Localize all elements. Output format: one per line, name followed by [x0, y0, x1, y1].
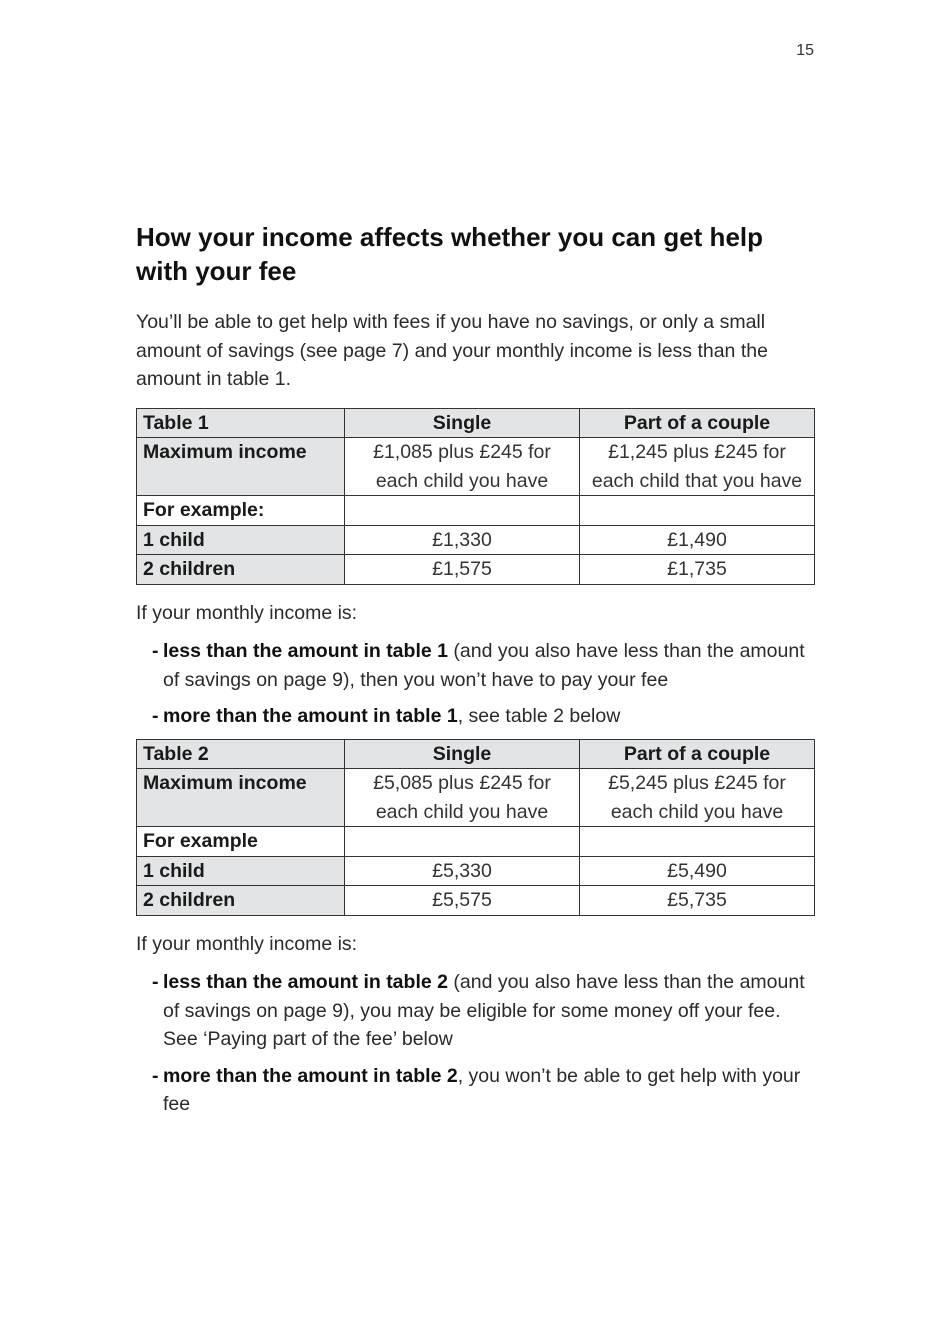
bullet-list-2 — [136, 968, 816, 1119]
bullet-text: , you won’t be able to get help with your fee — [163, 1064, 801, 1115]
cell-couple — [580, 496, 815, 526]
cell-single: £1,330 — [345, 525, 580, 555]
table-title: Table 1 — [137, 408, 345, 438]
bullet-text: (and you also have less than the amount of savings on page 9), you may be eligible for some money off your fee. See ‘Paying part of the fee’ below — [163, 971, 805, 1050]
bullet-bold-text: less than the amount in table 1 — [163, 640, 448, 662]
cell-single: £5,575 — [345, 886, 580, 916]
table-row — [137, 555, 815, 585]
intro-paragraph: You’ll be able to get help with fees if you have no savings, or only a small amount of savings (see page 7) and your monthly income is less than the amount in table 1. — [136, 311, 768, 390]
cell-single: £1,575 — [345, 555, 580, 585]
main-content — [136, 220, 816, 1127]
row-label: Maximum income — [137, 438, 345, 496]
list-item — [152, 1062, 816, 1119]
list-item — [152, 637, 816, 694]
column-header-single: Single — [345, 408, 580, 438]
cell-single: £5,330 — [345, 856, 580, 886]
bullet-bold-text: less than the amount in table 2 — [163, 971, 448, 993]
bullet-text: (and you also have less than the amount of savings on page 9), then you won’t have to pay your fee — [163, 640, 805, 691]
lead-text-1: If your monthly income is: — [136, 601, 358, 624]
income-table-1 — [136, 408, 815, 585]
bullet-dash: - — [152, 1064, 159, 1087]
bullet-bold-text: more than the amount in table 2 — [163, 1064, 458, 1087]
cell-couple: £1,245 plus £245 for each child that you have — [580, 438, 815, 496]
table-header-row — [137, 408, 815, 438]
table-row — [137, 886, 815, 916]
table-row — [137, 769, 815, 827]
bullet-list-1 — [136, 637, 816, 731]
table-title: Table 2 — [137, 739, 345, 769]
cell-couple: £5,735 — [580, 886, 815, 916]
row-label: For example: — [137, 496, 345, 526]
list-item — [152, 702, 816, 731]
page-title: How your income affects whether you can get help with your fee — [136, 222, 764, 286]
bullet-dash: - — [152, 971, 159, 993]
cell-couple — [580, 827, 815, 857]
list-item — [152, 968, 816, 1054]
cell-single: £5,085 plus £245 for each child you have — [345, 769, 580, 827]
table-row — [137, 856, 815, 886]
bullet-dash: - — [152, 640, 159, 662]
table-header-row — [137, 739, 815, 769]
table-row — [137, 438, 815, 496]
column-header-couple: Part of a couple — [580, 739, 815, 769]
lead-text-2: If your monthly income is: — [136, 932, 358, 955]
bullet-text: , see table 2 below — [457, 705, 621, 727]
table-row — [137, 496, 815, 526]
bullet-dash: - — [152, 705, 159, 727]
table-row — [137, 827, 815, 857]
cell-couple: £1,735 — [580, 555, 815, 585]
page-number: 15 — [796, 42, 814, 59]
income-table-2 — [136, 739, 815, 916]
row-label: 2 children — [137, 886, 345, 916]
table-row — [137, 525, 815, 555]
row-label: 1 child — [137, 525, 345, 555]
row-label: 1 child — [137, 856, 345, 886]
row-label: Maximum income — [137, 769, 345, 827]
row-label: 2 children — [137, 555, 345, 585]
cell-couple: £5,490 — [580, 856, 815, 886]
cell-single: £1,085 plus £245 for each child you have — [345, 438, 580, 496]
column-header-single: Single — [345, 739, 580, 769]
row-label: For example — [137, 827, 345, 857]
cell-couple: £1,490 — [580, 525, 815, 555]
cell-single — [345, 496, 580, 526]
bullet-bold-text: more than the amount in table 1 — [163, 705, 458, 727]
cell-single — [345, 827, 580, 857]
cell-couple: £5,245 plus £245 for each child you have — [580, 769, 815, 827]
column-header-couple: Part of a couple — [580, 408, 815, 438]
